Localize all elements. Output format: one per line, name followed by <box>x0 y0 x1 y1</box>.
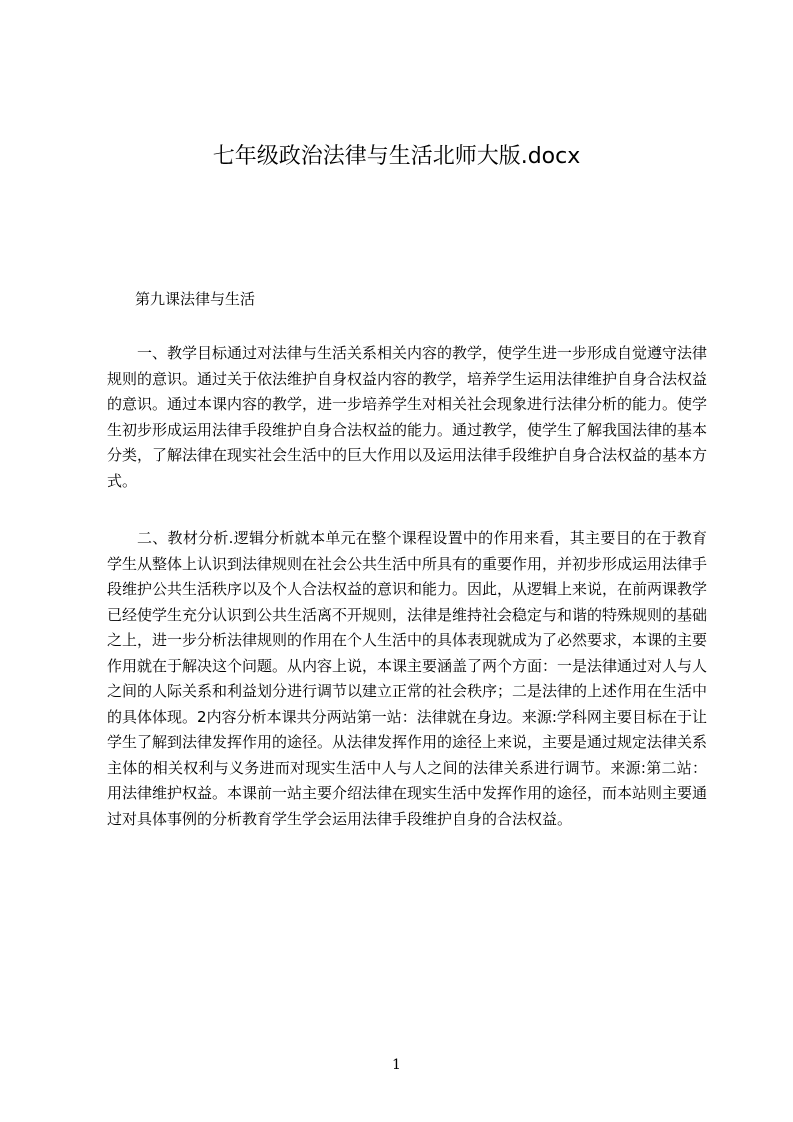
paragraph-teaching-goals: 一、教学目标通过对法律与生活关系相关内容的教学，使学生进一步形成自觉遵守法律规则的意识。通过关于依法维护自身权益内容的教学，培养学生运用法律维护自身合法权益的意识。通过本课内容的教学，进一步培养学生对相关社会现象进行法律分析的能力。使学生初步形成运用法律手段维护自身合法权益的能力。通过教学，使学生了解我国法律的基本分类，了解法律在现实社会生活中的巨大作用以及运用法律手段维护自身合法权益的基本方式。 <box>107 344 708 490</box>
paragraph-textbook-analysis: 二、教材分析.逻辑分析就本单元在整个课程设置中的作用来看，其主要目的在于教育学生从整体上认识到法律规则在社会公共生活中所具有的重要作用，并初步形成运用法律手段维护公共生活秩序以及个人合法权益的意识和能力。因此，从逻辑上来说，在前两课教学已经使学生充分认识到公共生活离不开规则，法律是维持社会稳定与和谐的特殊规则的基础之上，进一步分析法律规则的作用在个人生活中的具体表现就成为了必然要求，本课的主要作用就在于解决这个问题。从内容上说，本课主要涵盖了两个方面：一是法律通过对人与人之间的人际关系和利益划分进行调节以建立正常的社会秩序；二是法律的上述作用在生活中的具体体现。2内容分析本课共分两站第一站：法律就在身边。来源:学科网主要目标在于让学生了解到法律发挥作用的途径。从法律发挥作用的途径上来说，主要是通过规定法律关系主体的相关权利与义务进而对现实生活中人与人之间的法律关系进行调节。来源:第二站：用法律维护权益。本课前一站主要介绍法律在现实生活中发挥作用的途径，而本站则主要通过对具体事例的分析教育学生学会运用法律手段维护自身的合法权益。 <box>107 529 708 828</box>
section-heading: 第九课法律与生活 <box>135 290 256 308</box>
document-title: 七年级政治法律与生活北师大版.docx <box>212 144 581 169</box>
page-number: 1 <box>392 1057 401 1073</box>
